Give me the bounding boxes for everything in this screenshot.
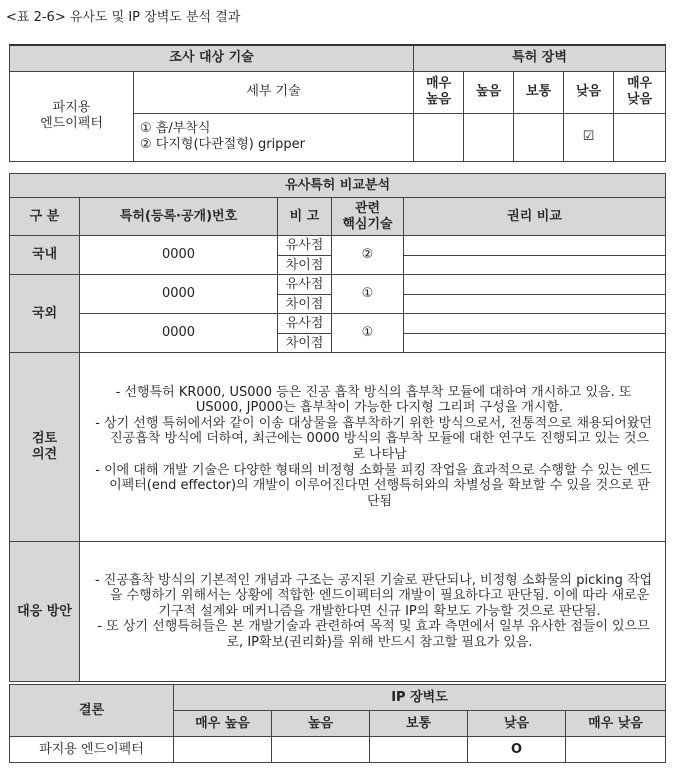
review-label: 검토 의견 [10, 353, 80, 542]
conclusion-level-medium: 보통 [370, 711, 468, 737]
conclusion-cell-very-high [174, 737, 272, 763]
row-label-gripper: 파지용 엔드이펙터 [10, 71, 134, 161]
detail-technology-list: ① 흡/부착식 ② 다지형(다관절형) gripper [134, 113, 414, 161]
cell-medium [514, 113, 564, 161]
conclusion-level-low: 낮음 [468, 711, 566, 737]
col-category: 구 분 [10, 198, 80, 236]
level-very-low: 매우 낮음 [614, 71, 666, 113]
table-row: 0000 [80, 236, 278, 275]
level-high: 높음 [464, 71, 514, 113]
level-very-high: 매우 높음 [414, 71, 464, 113]
conclusion-mark-low: O [468, 737, 566, 763]
conclusion-cell-high [272, 737, 370, 763]
category-domestic: 국내 [10, 236, 80, 275]
response-plan: - 진공흡착 방식의 기본적인 개념과 구조는 공지된 기술로 판단되나, 비정형 소화물의 picking 작업을 수행하기 위해서는 상황에 적합한 엔드이펙터의 개발이 필요하다고 판단됨. 이에 따라 새로운 기구적 설계와 메커니즘을 개발한다면 신규 IP의 확보도 가능할 것으로 판단됨. - 또 상기 선행특허들은 본 개발기술과 관련하여 목적 및 효과 측면에서 일부 유사한 점들이 있으므로, IP확보(권리화)를 위해 반드시 참고할 필요가 있음. [80, 542, 666, 682]
checkbox-low: ☑ [564, 113, 614, 161]
conclusion-level-very-low: 매우 낮음 [566, 711, 666, 737]
note-cell: 유사점 차이점 [278, 314, 332, 353]
table-row: 0000 [80, 275, 278, 314]
conclusion-row-label: 파지용 엔드이펙터 [10, 737, 174, 763]
col-core-technology: 관련 핵심기술 [332, 198, 404, 236]
conclusion-table [9, 684, 666, 763]
subject-technology-table [9, 44, 666, 162]
col-patent-number: 특허(등록·공개)번호 [80, 198, 278, 236]
response-label: 대응 방안 [10, 542, 80, 682]
cell-very-high [414, 113, 464, 161]
review-opinion: - 선행특허 KR000, US000 등은 진공 흡착 방식의 흡부착 모듈에 대하여 개시하고 있음. 또 US000, JP000는 흡부착이 가능한 다지형 그리퍼 구성을 개시함. - 상기 선행 특허에서와 같이 이송 대상물을 흡부착하기 위한 방식으로서, 전통적으로 채용되어왔던 진공흡착 방식에 더하여, 최근에는 0000 방식의 흡부착 모듈에 대한 연구도 진행되고 있는 것으로 나타남 - 이에 대해 개발 기술은 다양한 형태의 비정형 소화물 피킹 작업을 효과적으로 수행할 수 있는 엔드이펙터(end effector)의 개발이 이루어진다면 선행특허와의 차별성을 확보할 수 있을 것으로 판단됨 [80, 353, 666, 542]
rights-cell [404, 236, 666, 275]
col-note: 비 고 [278, 198, 332, 236]
header-subject-technology: 조사 대상 기술 [10, 45, 414, 71]
table-row: 0000 [80, 314, 278, 353]
similar-patent-title: 유사특허 비교분석 [10, 174, 666, 198]
conclusion-level-very-high: 매우 높음 [174, 711, 272, 737]
level-low: 낮음 [564, 71, 614, 113]
conclusion-label: 결론 [10, 685, 174, 737]
cell-very-low [614, 113, 666, 161]
conclusion-cell-very-low [566, 737, 666, 763]
core-technology-cell: ① [332, 314, 404, 353]
core-technology-cell: ① [332, 275, 404, 314]
header-detail-technology: 세부 기술 [134, 71, 414, 113]
ip-barrier-title: IP 장벽도 [174, 685, 666, 711]
note-cell: 유사점 차이점 [278, 275, 332, 314]
category-foreign: 국외 [10, 275, 80, 353]
note-cell: 유사점 차이점 [278, 236, 332, 275]
rights-cell [404, 314, 666, 353]
conclusion-cell-medium [370, 737, 468, 763]
header-patent-barrier: 특허 장벽 [414, 45, 666, 71]
rights-cell [404, 275, 666, 314]
cell-high [464, 113, 514, 161]
col-rights-comparison: 권리 비교 [404, 198, 666, 236]
similar-patent-table [9, 173, 666, 682]
conclusion-level-high: 높음 [272, 711, 370, 737]
core-technology-cell: ② [332, 236, 404, 275]
level-medium: 보통 [514, 71, 564, 113]
table-caption: <표 2-6> 유사도 및 IP 장벽도 분석 결과 [6, 10, 241, 25]
